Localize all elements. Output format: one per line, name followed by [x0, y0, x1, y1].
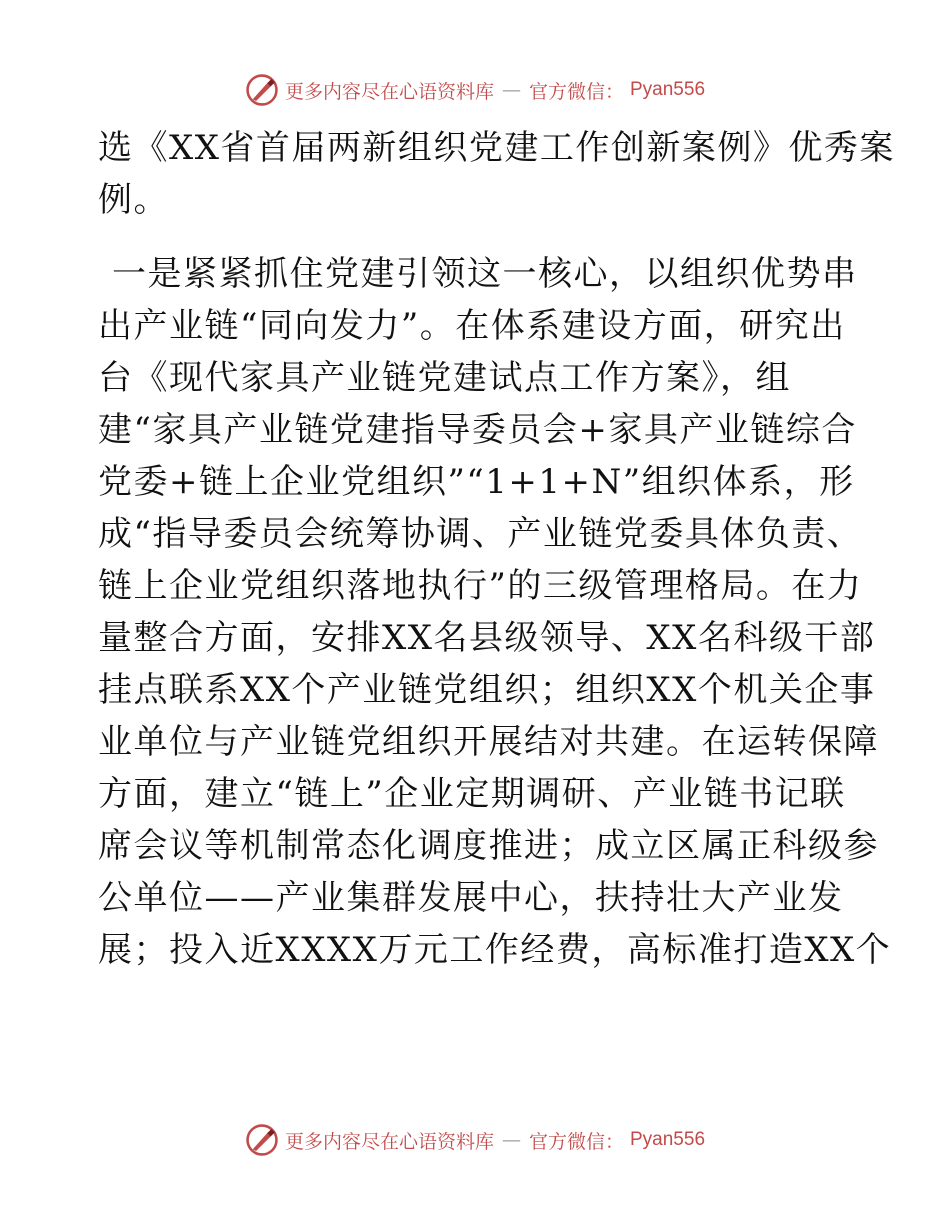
text-line: 例。 — [98, 180, 169, 220]
text-line: 展；投入近XXXX万元工作经费，高标准打造XX个 — [98, 930, 892, 970]
text-line: 成“指导委员会统筹协调、产业链党委具体负责、 — [98, 514, 863, 554]
banner-dash: — — [501, 79, 521, 101]
pen-logo-icon — [245, 1123, 279, 1157]
text-line: 一是紧紧抓住党建引领这一核心，以组织优势串 — [112, 254, 858, 294]
header-watermark-banner — [0, 70, 950, 110]
wechat-label: 官方微信： — [528, 1130, 624, 1153]
text-line: 方面，建立“链上”企业定期调研、产业链书记联 — [98, 774, 846, 814]
text-line: 台《现代家具产业链党建试点工作方案》，组 — [98, 358, 791, 398]
text-line: 建“家具产业链党建指导委员会+家具产业链综合 — [98, 410, 857, 450]
wechat-id: Pyan556 — [630, 79, 706, 100]
banner-text: 更多内容尽在心语资料库 — [284, 1130, 494, 1153]
banner-text: 更多内容尽在心语资料库 — [284, 80, 494, 103]
text-line: 出产业链“同向发力”。在体系建设方面，研究出 — [98, 306, 846, 346]
text-line: 链上企业党组织落地执行”的三级管理格局。在力 — [98, 566, 863, 606]
wechat-label: 官方微信： — [528, 80, 624, 103]
pen-logo-icon — [245, 73, 279, 107]
text-line: 量整合方面，安排XX名县级领导、XX名科级干部 — [98, 618, 876, 658]
text-line: 党委+链上企业党组织”“1+1+N”组织体系，形 — [98, 462, 855, 502]
text-line: 挂点联系XX个产业链党组织；组织XX个机关企事 — [98, 670, 876, 710]
footer-watermark-banner — [0, 1120, 950, 1160]
text-line: 公单位——产业集群发展中心，扶持壮大产业发 — [98, 878, 844, 918]
text-line: 业单位与产业链党组织开展结对共建。在运转保障 — [98, 722, 879, 762]
paragraph-gap — [98, 226, 878, 248]
banner-dash: — — [501, 1129, 521, 1151]
wechat-id: Pyan556 — [630, 1129, 706, 1150]
document-body — [98, 122, 895, 976]
text-line: 选《XX省首届两新组织党建工作创新案例》优秀案 — [98, 128, 895, 168]
text-line: 席会议等机制常态化调度推进；成立区属正科级参 — [98, 826, 879, 866]
